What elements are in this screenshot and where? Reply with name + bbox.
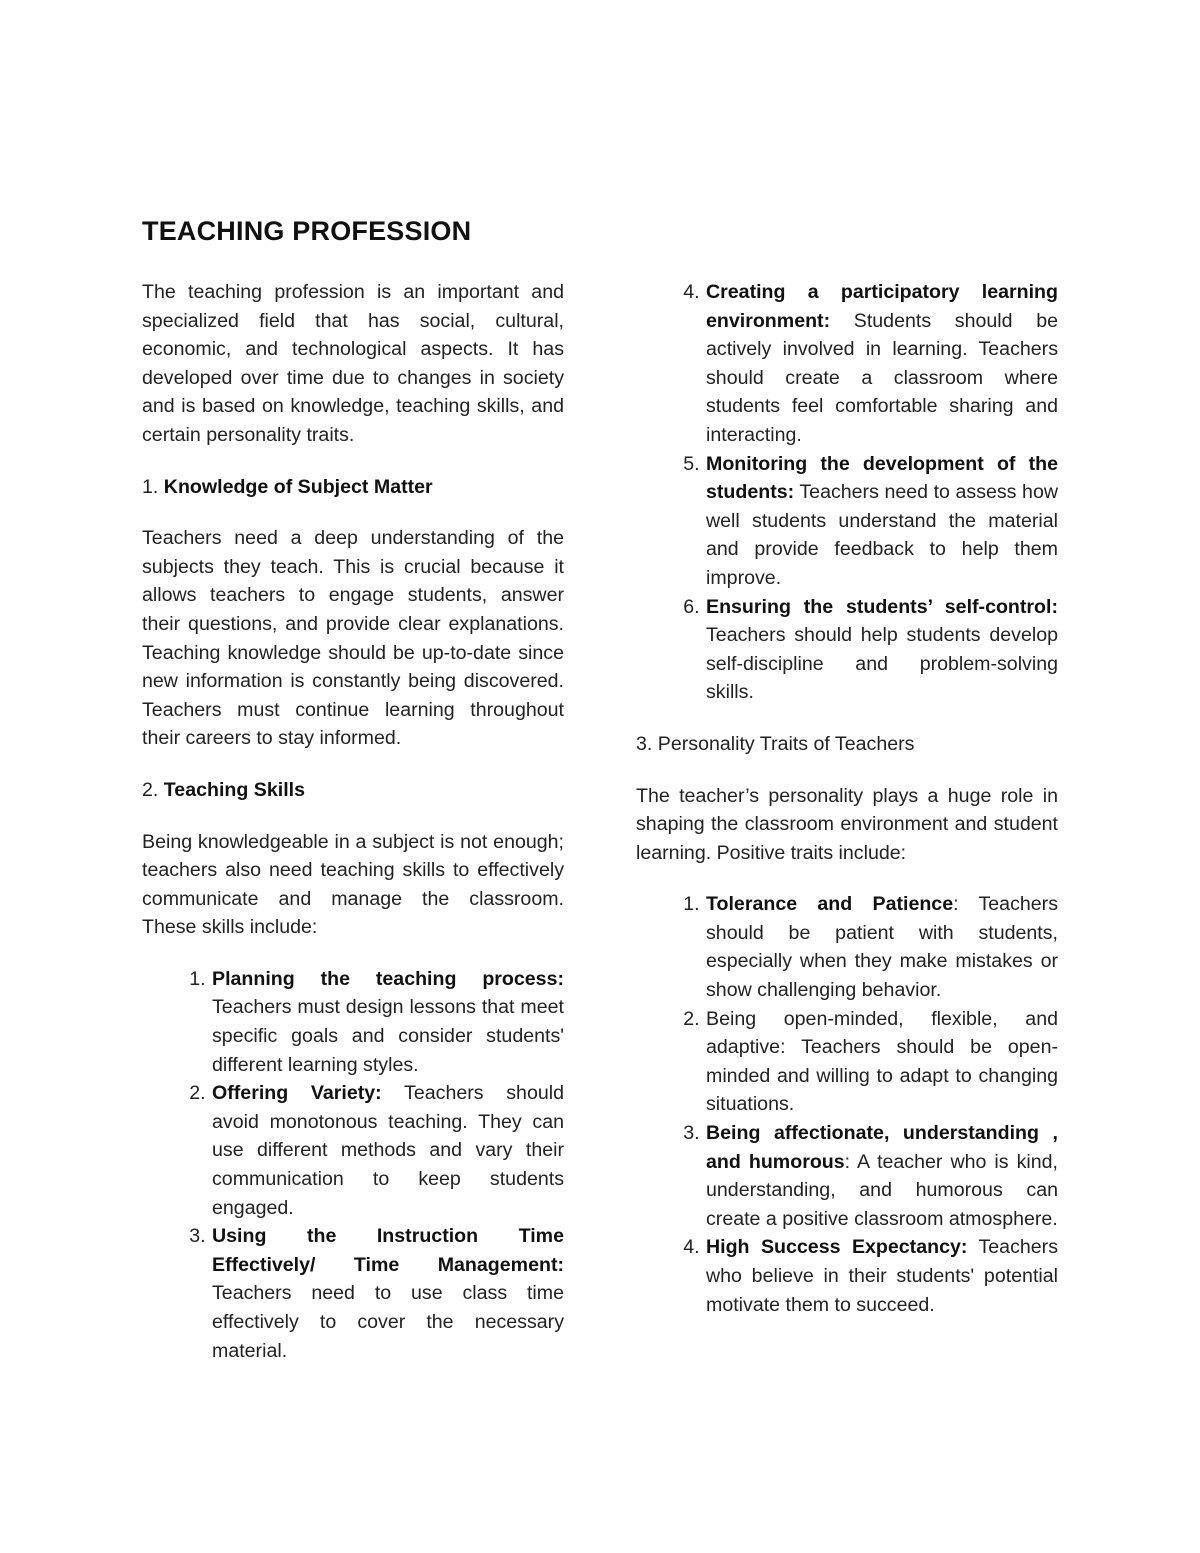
- list-item-term: Creating a participatory learning environment:: [706, 281, 1058, 332]
- section-1-title: Knowledge of Subject Matter: [163, 475, 433, 498]
- list-item-term: Planning the teaching process:: [212, 967, 564, 990]
- teaching-skills-list-part2: [636, 278, 1058, 707]
- list-item-text: Students should be actively involved in learning. Teachers should create a classroom where students feel comfortable sharing and interacting.: [706, 309, 1058, 446]
- list-item-term: Tolerance and Patience: [706, 893, 954, 916]
- page-title: TEACHING PROFESSION: [142, 216, 472, 246]
- list-item-term: Ensuring the students’ self-control:: [706, 595, 1058, 618]
- teaching-skills-list-part1: [142, 965, 564, 1365]
- list-item: [705, 1119, 1058, 1233]
- list-item: [705, 450, 1058, 593]
- section-2-number: 2.: [142, 778, 164, 801]
- list-item-text: Being open-minded, flexible, and adaptive: Teachers should be open-minded and willing to adapt to changing situations.: [706, 1007, 1058, 1116]
- right-column: [636, 278, 1058, 1342]
- intro-paragraph: The teaching profession is an important and specialized field that has social, cultural, economic, and technological aspects. It has developed over time due to changes in society and is based on knowledge, teaching skills, and certain personality traits.: [142, 281, 564, 446]
- list-item-term: Offering Variety:: [212, 1082, 382, 1105]
- section-1-heading: [142, 473, 564, 502]
- section-2-heading: [142, 776, 564, 805]
- list-item-text: Teachers who believe in their students' potential motivate them to succeed.: [706, 1236, 1058, 1316]
- list-item: [211, 965, 564, 1079]
- section-2-body: Being knowledgeable in a subject is not enough; teachers also need teaching skills to effectively communicate and manage the classroom. These skills include:: [142, 830, 564, 939]
- list-item-text: : A teacher who is kind, understanding, and humorous can create a positive classroom atmosphere.: [706, 1150, 1058, 1230]
- list-item: [705, 593, 1058, 707]
- list-item-text: Teachers must design lessons that meet specific goals and consider students' different learning styles.: [212, 996, 564, 1076]
- section-1-number: 1.: [142, 475, 164, 498]
- list-item: [705, 890, 1058, 1004]
- personality-traits-list: [636, 890, 1058, 1319]
- list-item-term: High Success Expectancy:: [706, 1236, 968, 1259]
- section-3-heading: 3. Personality Traits of Teachers: [636, 732, 915, 755]
- list-item: [705, 278, 1058, 450]
- section-2-title: Teaching Skills: [163, 778, 305, 801]
- list-item-text: Teachers should avoid monotonous teaching. They can use different methods and vary their communication to keep students engaged.: [212, 1082, 564, 1219]
- left-column: [142, 278, 564, 1388]
- list-item: [211, 1222, 564, 1365]
- list-item: [211, 1079, 564, 1222]
- list-item-text: Teachers need to assess how well students understand the material and provide feedback to help them improve.: [706, 481, 1058, 589]
- list-item-term: Monitoring the development of the students:: [706, 452, 1058, 504]
- list-item: [705, 1233, 1058, 1319]
- list-item-term: Being affectionate, understanding , and humorous: [706, 1122, 1058, 1173]
- section-3-body: The teacher’s personality plays a huge role in shaping the classroom environment and student learning. Positive traits include:: [636, 784, 1058, 864]
- list-item-text: Teachers need to use class time effectively to cover the necessary material.: [212, 1282, 564, 1362]
- list-item: [705, 1005, 1058, 1119]
- list-item-term: Using the Instruction Time Effectively/ Time Management:: [212, 1225, 564, 1276]
- section-1-body: Teachers need a deep understanding of the subjects they teach. This is crucial because it allows teachers to engage students, answer their questions, and provide clear explanations. Teaching knowledge should be up-to-date since new information is constantly being discovered. Teachers must continue learning throughout their careers to stay informed.: [142, 527, 564, 750]
- list-item-text: Teachers should help students develop self-discipline and problem-solving skills.: [706, 624, 1058, 704]
- list-item-text: : Teachers should be patient with students, especially when they make mistakes or show challenging behavior.: [706, 893, 1058, 1002]
